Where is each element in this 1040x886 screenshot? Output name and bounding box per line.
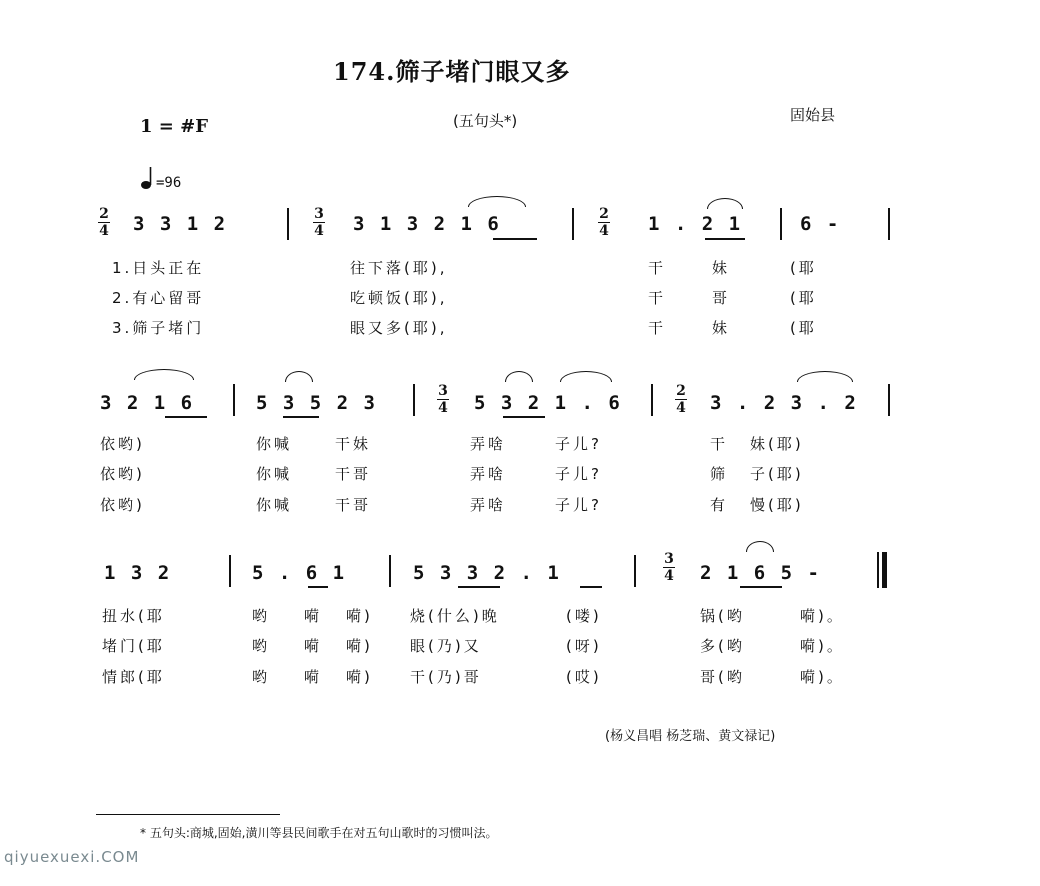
footnote: * 五句头:商城,固始,潢川等县民间歌手在对五句山歌时的习惯叫法。 <box>140 826 498 840</box>
lyric: 哟 <box>252 637 271 655</box>
lyric: 干(乃)哥 <box>410 668 482 686</box>
lyric: 嗬)。 <box>800 607 845 625</box>
lyric: 依哟) <box>100 465 145 483</box>
lyric: 你喊 <box>256 496 293 514</box>
time-signature: 3 4 <box>664 551 674 584</box>
beam-underline <box>493 238 537 240</box>
lyric: 干 <box>710 435 729 453</box>
key-signature: 1 = #F <box>140 116 209 137</box>
tempo-marking: =96 <box>156 175 182 191</box>
lyric: 弄啥 <box>470 496 507 514</box>
lyric: 嗬 <box>304 607 323 625</box>
lyric: 子儿? <box>555 496 602 514</box>
measure-notes: 3 2 1 6 <box>100 392 195 414</box>
lyric: 子(耶) <box>750 465 804 483</box>
lyric: 眼(乃)又 <box>410 637 482 655</box>
lyric: 吃顿饭(耶), <box>350 289 448 307</box>
time-signature: 2 4 <box>599 206 609 239</box>
slur <box>134 369 194 380</box>
lyric: 弄啥 <box>470 435 507 453</box>
lyric: 子儿? <box>555 465 602 483</box>
beam-underline <box>308 586 328 588</box>
lyric: (喽) <box>566 607 602 625</box>
lyric: (耶 <box>790 259 817 277</box>
bar-line <box>651 384 653 416</box>
lyric: (耶 <box>790 289 817 307</box>
performer-credit: (杨义昌唱 杨芝瑞、黄文禄记) <box>605 729 776 744</box>
bar-line <box>888 384 890 416</box>
slur <box>468 196 526 207</box>
slur <box>560 371 612 382</box>
lyric: 扭水(耶 <box>102 607 165 625</box>
lyric: (耶 <box>790 319 817 337</box>
region-label: 固始县 <box>790 106 836 124</box>
measure-notes: 6 - <box>800 213 841 235</box>
measure-notes: 3 . 2 3 . 2 <box>710 392 858 414</box>
lyric: 干哥 <box>335 465 372 483</box>
lyric: 嗬)。 <box>800 637 845 655</box>
measure-notes: 3 3 1 2 <box>133 213 228 235</box>
measure-notes: 3 1 3 2 1 6 <box>353 213 501 235</box>
lyric: 干妹 <box>335 435 372 453</box>
lyric: 堵门(耶 <box>102 637 165 655</box>
bar-line <box>572 208 574 240</box>
song-title: 174.筛子堵门眼又多 <box>333 57 571 86</box>
beam-underline <box>580 586 602 588</box>
lyric: 干 <box>648 259 667 277</box>
lyric: 有 <box>710 496 729 514</box>
slur <box>285 371 313 382</box>
measure-notes: 5 3 3 2 . 1 <box>413 562 561 584</box>
slur <box>746 541 774 552</box>
lyric: 眼又多(耶), <box>350 319 448 337</box>
beam-underline <box>503 416 545 418</box>
bar-line <box>287 208 289 240</box>
lyric: (呀) <box>566 637 602 655</box>
time-signature: 2 4 <box>676 383 686 416</box>
lyric: 筛 <box>710 465 729 483</box>
measure-notes: 5 . 6 1 <box>252 562 347 584</box>
measure-notes: 2 1 6 5 - <box>700 562 821 584</box>
bar-line <box>780 208 782 240</box>
lyric: 嗬)。 <box>800 668 845 686</box>
beam-underline <box>705 238 745 240</box>
measure-notes: 1 3 2 <box>104 562 172 584</box>
bar-line <box>233 384 235 416</box>
lyric: 妹 <box>712 259 731 277</box>
song-subtitle: (五句头*) <box>453 112 518 130</box>
slur <box>505 371 533 382</box>
lyric: 哟 <box>252 607 271 625</box>
quarter-note-icon <box>140 165 156 191</box>
final-bar-line <box>882 552 887 588</box>
bar-line <box>389 555 391 587</box>
lyric: 你喊 <box>256 465 293 483</box>
lyric: 嗬) <box>346 668 373 686</box>
beam-underline <box>283 416 319 418</box>
lyric: 依哟) <box>100 496 145 514</box>
lyric: 慢(耶) <box>750 496 804 514</box>
lyric: 嗬 <box>304 637 323 655</box>
lyric: 2.有心留哥 <box>112 289 205 307</box>
lyric: 1.日头正在 <box>112 259 205 277</box>
measure-notes: 1 . 2 1 <box>648 213 743 235</box>
lyric: 干 <box>648 319 667 337</box>
lyric: (哎) <box>566 668 602 686</box>
lyric: 弄啥 <box>470 465 507 483</box>
beam-underline <box>740 586 782 588</box>
lyric: 哥 <box>712 289 731 307</box>
bar-line <box>888 208 890 240</box>
beam-underline <box>458 586 500 588</box>
lyric: 子儿? <box>555 435 602 453</box>
lyric: 往下落(耶), <box>350 259 448 277</box>
time-signature: 3 4 <box>314 206 324 239</box>
time-signature: 2 4 <box>99 206 109 239</box>
lyric: 嗬) <box>346 637 373 655</box>
bar-line <box>634 555 636 587</box>
measure-notes: 5 3 5 2 3 <box>256 392 377 414</box>
measure-notes: 5 3 2 1 . 6 <box>474 392 622 414</box>
lyric: 妹(耶) <box>750 435 804 453</box>
beam-underline <box>165 416 207 418</box>
lyric: 3.筛子堵门 <box>112 319 205 337</box>
lyric: 烧(什么)晚 <box>410 607 500 625</box>
final-bar-line <box>877 552 879 588</box>
lyric: 哟 <box>252 668 271 686</box>
lyric: 你喊 <box>256 435 293 453</box>
lyric: 嗬 <box>304 668 323 686</box>
lyric: 情郎(耶 <box>102 668 165 686</box>
lyric: 多(哟 <box>700 637 745 655</box>
slur <box>797 371 853 382</box>
footnote-divider <box>96 814 280 815</box>
lyric: 嗬) <box>346 607 373 625</box>
lyric: 妹 <box>712 319 731 337</box>
site-watermark: qiyuexuexi.COM <box>4 848 140 866</box>
bar-line <box>229 555 231 587</box>
lyric: 干哥 <box>335 496 372 514</box>
lyric: 锅(哟 <box>700 607 745 625</box>
slur <box>707 198 743 209</box>
lyric: 干 <box>648 289 667 307</box>
lyric: 依哟) <box>100 435 145 453</box>
bar-line <box>413 384 415 416</box>
time-signature: 3 4 <box>438 383 448 416</box>
lyric: 哥(哟 <box>700 668 745 686</box>
